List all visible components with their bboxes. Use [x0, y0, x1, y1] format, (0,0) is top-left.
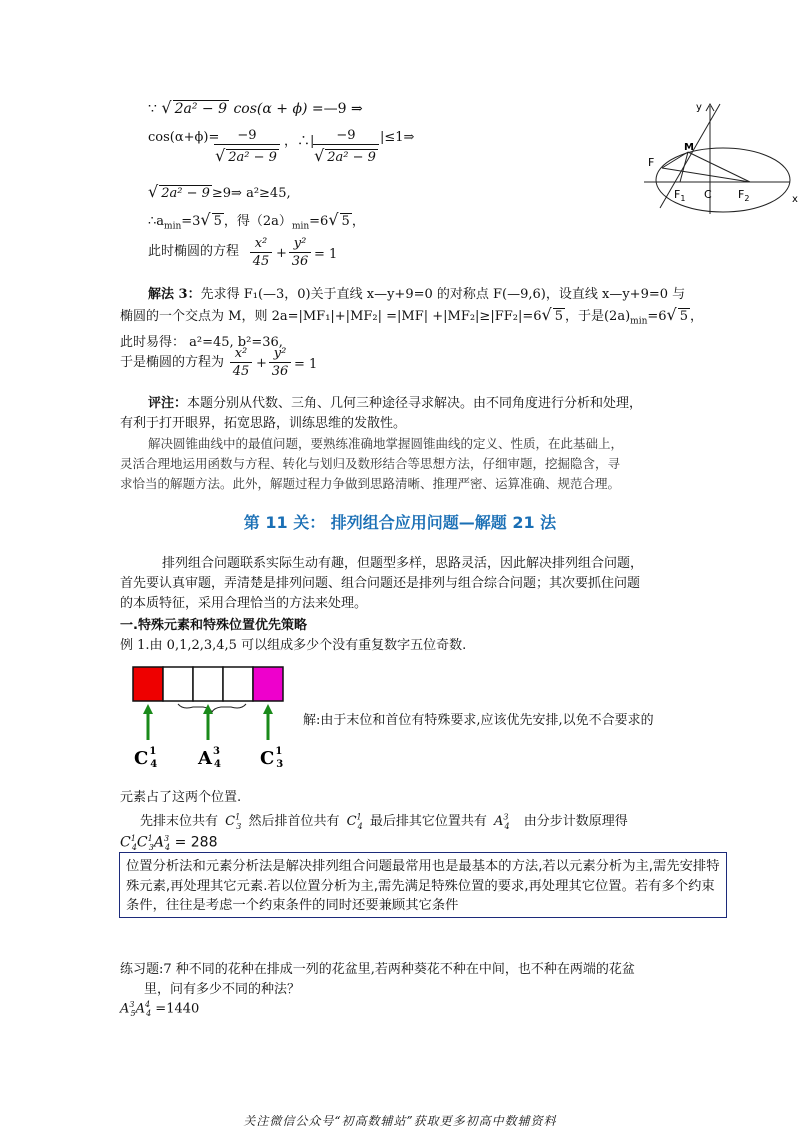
a-letter: A [135, 1001, 145, 1017]
a-4-3-inline: $A^3_4$ [494, 812, 510, 831]
comment-paragraph [120, 394, 680, 434]
c-3-1-inline: $C^1_3$ [225, 812, 242, 831]
label-c-left-sup: 1 [149, 746, 157, 757]
up-arrow-icon [143, 704, 153, 714]
fraction-x2 [250, 236, 272, 269]
method3-line1 [148, 283, 685, 302]
cos-lhs: cos(α+ϕ)= [148, 130, 220, 145]
label-a-mid-sub: 4 [213, 759, 221, 770]
section-title: 第 11 关： 排列组合应用问题—解题 21 法 [243, 513, 557, 532]
sqrt-symbol: √ [161, 98, 172, 117]
fraction-numerator: −9 [313, 128, 379, 145]
method3-label: 解法 3： [148, 287, 201, 302]
intro-line3: 的本质特征，采用合理恰当的方法来处理。 [120, 596, 368, 611]
strategy-heading: 一.特殊元素和特殊位置优先策略 [120, 618, 307, 633]
comma: ， [690, 309, 704, 324]
sqrt-expression: 2a² − 9 [161, 186, 210, 201]
fraction-numerator: −9 [214, 128, 280, 145]
ellipse-lead-text: 此时椭圆的方程 [148, 244, 240, 259]
f1-subscript: 1 [680, 194, 686, 203]
point-f-label: F [648, 156, 655, 169]
point-c-label: C [704, 188, 712, 201]
c31-letter: C [136, 834, 148, 851]
method3-text2d: =6 [647, 309, 667, 324]
because-symbol: ∵ [148, 101, 157, 117]
therefore-abs-open: ，∴| [284, 134, 315, 149]
method3-line2: 椭圆的一个交点为 M，则 2a=|MF₁|+|MF₂| =|MF| +|MF₂|≥|FF₂|=6√ 5 ，于是$(2a)_{min}=6√$ 5 ， [120, 305, 704, 327]
label-c-left: C [134, 748, 149, 769]
solution-text2: 元素占了这两个位置. [120, 790, 242, 805]
position-cell-4 [223, 667, 253, 701]
fraction-denominator: 2a² − 9 [228, 150, 277, 165]
denominator-45: 45 [232, 364, 250, 379]
sqrt-expression: 2a² − 9 [174, 101, 227, 117]
inequality-text: ≥9⇒ a²≥45, [211, 186, 291, 201]
fraction-denominator: 2a² − 9 [327, 150, 376, 165]
comment-label: 评注： [148, 396, 188, 411]
f1-letter: F [674, 188, 681, 201]
cos-term: cos(α + ϕ) [233, 101, 308, 117]
derivation-line-3: √ 2a² − 9 ≥9⇒ a²≥45, [148, 182, 291, 201]
comma: ， [351, 214, 365, 229]
derivation-line-4: $\therefore a_{min}=3√$ 5 ，得$(2a)_{min}=6√$ 5 ， [148, 210, 365, 232]
plus-sign: + [276, 246, 287, 261]
comment-p2-line2: 灵活合理地运用函数与方程、转化与划归及数形结合等思想方法，仔细审题，挖掘隐含，寻 [120, 456, 621, 471]
exercise-line1: 练习题:7 种不同的花种在排成一列的花盆里,若两种葵花不种在中间，也不种在两端的花盆 [120, 962, 635, 977]
exercise-line2: 里，问有多少不同的种法？ [144, 982, 301, 997]
method3-text3: 此时易得： a²=45, b²=36, [120, 335, 283, 350]
label-c-left-sub: 4 [150, 759, 158, 770]
solution-text3b: 然后排首位共有 [248, 814, 340, 829]
f2-subscript: 2 [744, 194, 750, 203]
label-a-4-3 [197, 746, 221, 770]
solution-line3 [140, 810, 628, 831]
solution-text3a: 先排末位共有 [140, 814, 219, 829]
point-f1-label [674, 188, 685, 203]
x-axis-label: x [792, 194, 798, 205]
sqrt-five: 5 [213, 214, 222, 229]
a-letter: A [120, 1001, 130, 1017]
position-cell-5 [253, 667, 283, 701]
label-c-right: C [260, 748, 275, 769]
c31-letter: C [225, 814, 236, 829]
eq-six: =6 [309, 214, 329, 229]
exercise-result: =1440 [155, 1001, 200, 1017]
method3-min-sub: min [630, 316, 648, 327]
strategy-note-box [119, 852, 727, 918]
comment-p2-line3: 求恰当的解题方法。此外，解题过程力争做到思路清晰、推理严密、运算准确、规范合理。 [120, 476, 621, 491]
solution-result-line: $C^1_4C^1_3A^3_4 = 288$ [120, 834, 218, 853]
label-a-mid: A [198, 748, 212, 769]
c-4-1-inline: $C^1_4$ [346, 812, 363, 831]
segment-f-f2 [662, 168, 750, 182]
abs-close: |≤1⇒ [380, 130, 415, 145]
position-cell-1 [133, 667, 163, 701]
amin-sub: min [164, 221, 182, 232]
strategy-note-text: 位置分析法和元素分析法是解决排列组合问题最常用也是最基本的方法,若以元素分析为主,需先安排特殊元素,再处理其它元素.若以位置分析为主,需先满足特殊位置的要求,再处理其它位置。若有多个约束条件，往往是考虑一个约束条件的同时还要兼顾其它条件 [126, 859, 720, 913]
plus-sign: + [256, 356, 267, 371]
method3-text1: 先求得 F₁(—3，0)关于直线 x—y+9=0 的对称点 F(—9,6)，设直线 x—y+9=0 与 [200, 287, 686, 302]
comment-text1: 本题分别从代数、三角、几何三种途径寻求解决。由不同角度进行分析和处理， [187, 396, 643, 411]
label-c-right-sup: 1 [275, 746, 283, 757]
a43-letter: A [153, 834, 164, 851]
y-axis-label: y [696, 102, 702, 113]
solution-text3c: 最后排其它位置共有 [369, 814, 487, 829]
example-1-text: 例 1.由 0,1,2,3,4,5 可以组成多少个没有重复数字五位奇数. [120, 638, 467, 653]
get-text: ，得（2a） [223, 214, 292, 229]
comment-p2-line1: 解决圆锥曲线中的最值问题，要熟练准确地掌握圆锥曲线的定义、性质，在此基础上， [148, 436, 624, 451]
y-squared: y² [289, 236, 311, 253]
label-c-3-1 [260, 746, 283, 770]
method3-text2a: 椭圆的一个交点为 M，则 2a=|MF₁|+|MF₂| =|MF| +|MF₂|≥|FF₂|=6 [120, 309, 542, 324]
intro-line1: 排列组合问题联系实际生动有趣，但题型多样，思路灵活，因此解决排列组合问题， [162, 556, 644, 571]
a43-letter: A [494, 814, 504, 829]
denominator-36: 36 [291, 254, 309, 269]
solution-text1: 解:由于末位和首位有特殊要求,应该优先安排,以免不合要求的 [303, 713, 654, 728]
amin-value: =3 [181, 214, 201, 229]
c41-letter: C [346, 814, 357, 829]
fraction-x2-b [230, 346, 252, 379]
label-c-right-sub: 3 [276, 759, 284, 770]
position-diagram [128, 662, 298, 772]
solution-text3d: 由分步计数原理得 [523, 814, 628, 829]
label-a-mid-sup: 3 [212, 746, 220, 757]
derivation-line-1 [148, 98, 363, 117]
amin-prefix: ∴a [148, 214, 165, 229]
ellipse-figure [640, 98, 800, 216]
fraction-one: $\frac{-9}{\text{√ 2a² − 9}}$ [214, 128, 280, 165]
sqrt-five: 5 [341, 214, 350, 229]
equals-one: = 1 [314, 247, 338, 262]
sqrt-five: 5 [554, 309, 563, 324]
equals-one: = 1 [294, 357, 318, 372]
method3-text2b: ，于是(2a) [564, 309, 631, 324]
sqrt-five: 5 [679, 309, 689, 324]
denominator-36: 36 [271, 364, 289, 379]
comment-text2: 有利于打开眼界，拓宽思路，训练思维的发散性。 [120, 416, 407, 431]
intro-paragraph [120, 554, 680, 614]
middle-brace [178, 704, 246, 712]
equals-minus-nine: =—9 ⇒ [311, 101, 363, 117]
position-cell-3 [193, 667, 223, 701]
min-sub: min [291, 221, 310, 232]
f2-letter: F [738, 188, 745, 201]
point-m-label: M [684, 142, 694, 153]
x-squared: x² [250, 236, 272, 253]
denominator-45: 45 [252, 254, 270, 269]
exercise-answer: $A^3_5A^4_4 =1440$ [120, 1000, 200, 1018]
label-c-4-1 [134, 746, 157, 770]
up-arrow-icon [203, 704, 213, 714]
position-cell-2 [163, 667, 193, 701]
method3-text4: 于是椭圆的方程为 [120, 355, 225, 370]
page-footer: 关注微信公众号“初高数辅站”获取更多初高中数辅资料 [243, 1114, 557, 1128]
fraction-two: $\frac{-9}{\text{√ 2a² − 9}}$ [313, 128, 379, 165]
x-squared: x² [230, 346, 252, 363]
up-arrow-icon [263, 704, 273, 714]
y-squared: y² [269, 346, 291, 363]
priority-arrows [143, 704, 273, 740]
point-f2-label [738, 188, 749, 203]
solution-result: = 288 [174, 834, 218, 851]
fraction-y2-b [269, 346, 291, 379]
fraction-y2 [289, 236, 311, 269]
c41-letter: C [120, 834, 131, 851]
comment-paragraph-2 [120, 434, 680, 494]
position-cells [133, 667, 283, 701]
intro-line2: 首先要认真审题，弄清楚是排列问题、组合问题还是排列与组合综合问题；其次要抓住问题 [120, 576, 641, 591]
